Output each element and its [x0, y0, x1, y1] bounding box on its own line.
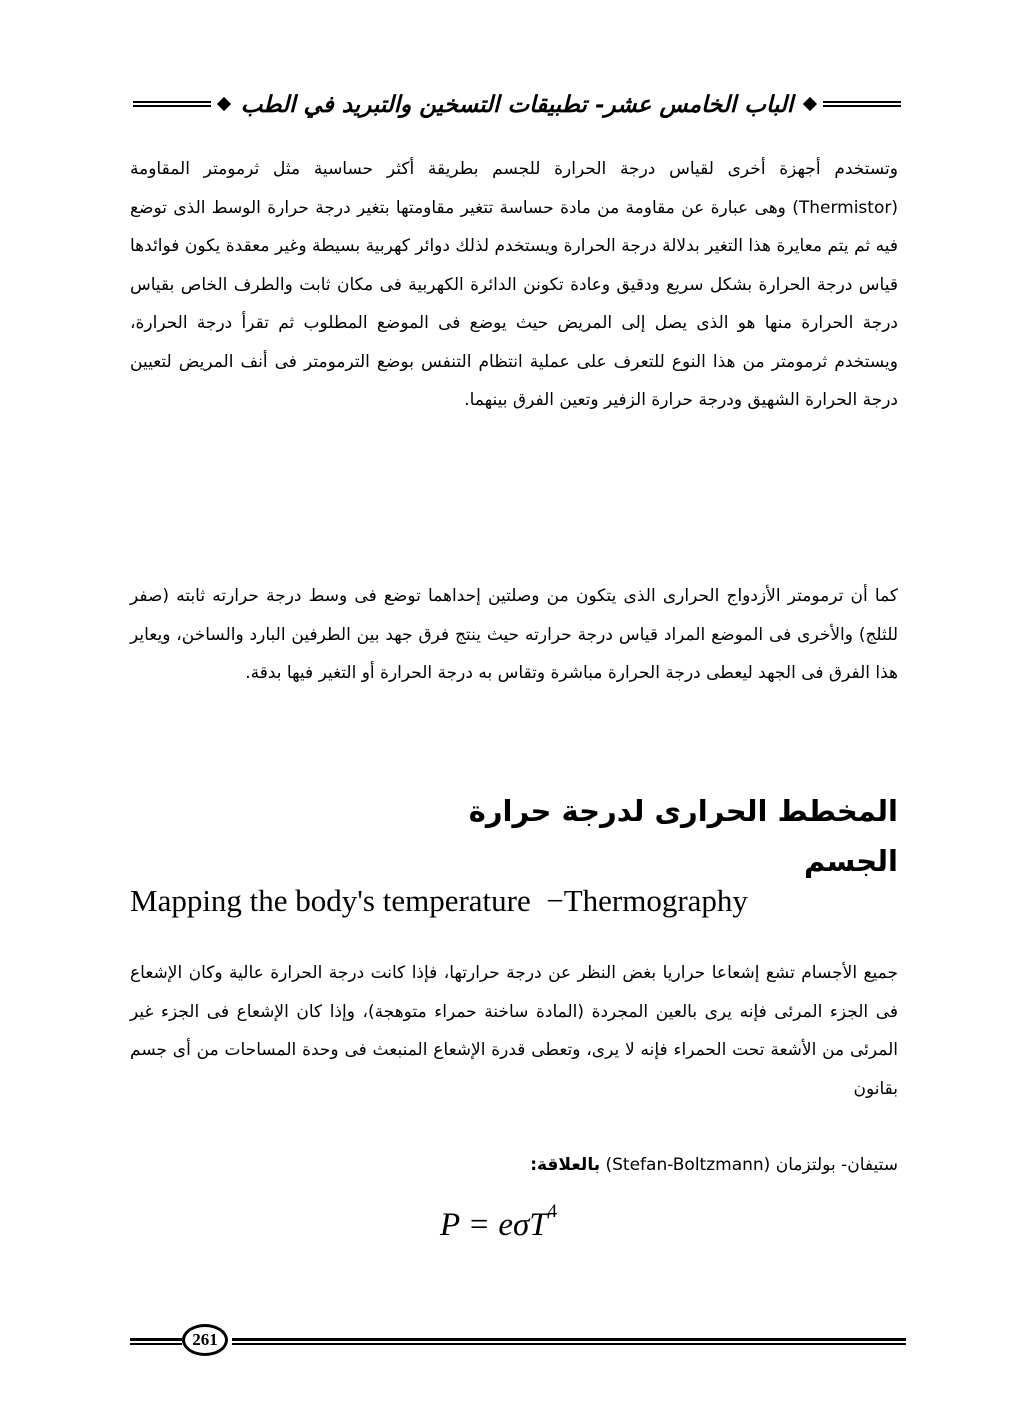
header-left-rule [133, 100, 211, 108]
header-right-rule [823, 100, 901, 108]
formula-base: P = eσT [440, 1207, 548, 1243]
formula-exponent: 4 [547, 1201, 558, 1222]
footer-right-rule [232, 1338, 906, 1346]
chapter-title: الباب الخامس عشر- تطبيقات التسخين والتبريد في الطب [240, 90, 794, 118]
section-heading-english: Mapping the body's temperature −Thermography [130, 883, 748, 918]
paragraph-stefan-boltzmann-line [130, 1146, 898, 1185]
page-number: 261 [192, 1330, 218, 1349]
stefan-boltzmann-formula [440, 1195, 557, 1255]
page-footer [130, 1322, 906, 1362]
section-heading-arabic: المخطط الحرارى لدرجة حرارة الجسم [468, 794, 898, 878]
paragraph-thermocouple: كما أن ترمومتر الأزدواج الحرارى الذى يتكون من وصلتين إحداهما توضع فى وسط درجة حرارته ثابته (صفر للثلج) والأخرى فى الموضع المراد قياس درجة حرارته حيث ينتج فرق جهد بين الطرفين البارد والساخن، ويعاير هذا الفرق فى الجهد ليعطى درجة الحرارة مباشرة وتقاس به درجة الحرارة أو التغير فيها بدقة. [130, 586, 898, 683]
running-header [128, 88, 906, 120]
relation-label: بالعلاقة: [530, 1155, 601, 1175]
header-left-diamond-icon [217, 97, 231, 111]
header-right-diamond-icon [803, 97, 817, 111]
paragraph-thermistor: وتستخدم أجهزة أخرى لقياس درجة الحرارة للجسم بطريقة أكثر حساسية مثل ثرمومتر المقاومة (Thermistor) وهى عبارة عن مقاومة من مادة حساسة تتغير مقاومتها بتغير درجة حرارة الوسط الذى توضع فيه ثم يتم معايرة هذا التغير بدلالة درجة الحرارة ويستخدم لذلك دوائر كهربية بسيطة وغير معقدة يكون فوائدها قياس درجة الحرارة بشكل سريع ودقيق وعادة تكونن الدائرة الكهربية فى مكان ثابت والطرف الخاص بقياس درجة الحرارة منها هو الذى يصل إلى المريض حيث يوضع فى الموضع المطلوب ثم تقرأ درجة الحرارة، ويستخدم ثرمومتر من هذا النوع للتعرف على عملية انتظام التنفس بوضع الترمومتر فى أنف المريض لتعيين درجة الحرارة الشهيق ودرجة حرارة الزفير وتعين الفرق بينهما. [130, 159, 898, 410]
paragraph-thermal-radiation: جميع الأجسام تشع إشعاعا حراريا بغض النظر عن درجة حرارتها، فإذا كانت درجة الحرارة عالية وكان الإشعاع فى الجزء المرئى فإنه يرى بالعين المجردة (المادة ساخنة حمراء متوهجة)، وإذا كان الإشعاع فى الجزء غير المرئى من الأشعة تحت الحمراء فإنه لا يرى، وتعطى قدرة الإشعاع المنبعث فى وحدة المساحات من أى جسم بقانون [130, 963, 898, 1099]
stefan-boltzmann-text: ستيفان- بولتزمان (Stefan-Boltzmann) [600, 1155, 898, 1175]
page-number-badge [182, 1324, 228, 1356]
footer-left-rule [130, 1338, 182, 1346]
